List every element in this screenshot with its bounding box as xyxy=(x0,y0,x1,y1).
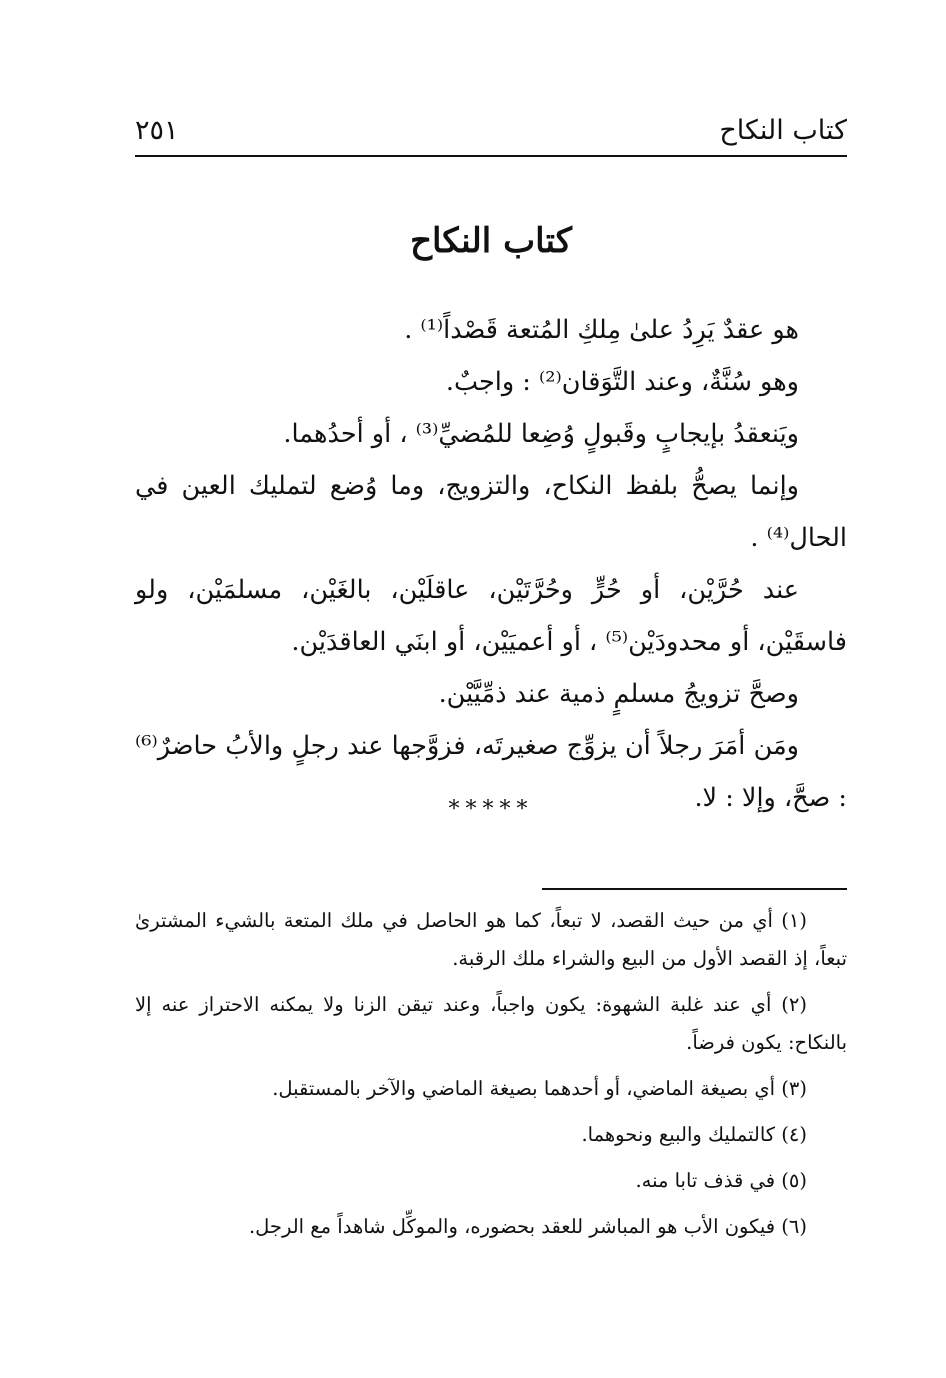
footnotes xyxy=(135,902,847,1254)
paragraph-formation: ويَنعقدُ بإيجابٍ وقَبولٍ وُضِعا للمُضيِّ⁽³⁾ ، أو أحدُهما. xyxy=(283,419,799,449)
header-rule xyxy=(135,155,847,157)
section-separator: ***** xyxy=(448,797,534,822)
paragraph-wording: وإنما يصحُّ بلفظ النكاح، والتزويج، وما وُضع لتمليك العين في الحال⁽⁴⁾ . xyxy=(135,471,847,553)
footnote-5: (٥) في قذف تابا منه. xyxy=(635,1169,807,1192)
running-title: كتاب النكاح xyxy=(719,115,847,146)
paragraph-witnesses: عند حُرَّيْن، أو حُرٍّ وحُرَّتَيْن، عاقلَيْن، بالغَيْن، مسلمَيْن، ولو فاسقَيْن، أو محدودَيْن⁽⁵⁾ ، أو أعميَيْن، أو ابنَي العاقدَيْن. xyxy=(135,575,847,657)
footnote-3: (٣) أي بصيغة الماضي، أو أحدهما بصيغة الماضي والآخر بالمستقبل. xyxy=(272,1077,807,1100)
footnote-2: (٢) أي عند غلبة الشهوة: يكون واجباً، وعند تيقن الزنا ولا يمكنه الاحتراز عنه إلا بالنكاح: يكون فرضاً. xyxy=(135,993,847,1054)
paragraph-ruling: وهو سُنَّةٌ، وعند التَّوَقان⁽²⁾ : واجبٌ. xyxy=(445,367,799,397)
footnote-6: (٦) فيكون الأب هو المباشر للعقد بحضوره، والموكِّل شاهداً مع الرجل. xyxy=(248,1215,807,1238)
footnote-1: (١) أي من حيث القصد، لا تبعاً، كما هو الحاصل في ملك المتعة بالشيء المشترىٰ تبعاً، إذ القصد الأول من البيع والشراء ملك الرقبة. xyxy=(135,909,847,970)
chapter-title: كتاب النكاح xyxy=(410,221,572,261)
paragraph-dhimmi: وصحَّ تزويجُ مسلمٍ ذمية عند ذمِّيَّيْن. xyxy=(438,679,799,709)
footnote-rule xyxy=(542,888,847,890)
paragraph-definition: هو عقدٌ يَرِدُ علىٰ مِلكِ المُتعة قَصْداً⁽¹⁾ . xyxy=(404,315,799,345)
running-header xyxy=(135,112,847,154)
footnote-4: (٤) كالتمليك والبيع ونحوهما. xyxy=(581,1123,807,1146)
page-number: ٢٥١ xyxy=(135,115,179,146)
paragraph-agency: ومَن أمَرَ رجلاً أن يزوِّج صغيرتَه، فزوَّجها عند رجلٍ والأبُ حاضرٌ⁽⁶⁾ : صحَّ، وإلا : لا. xyxy=(135,731,847,813)
main-text xyxy=(135,304,847,824)
